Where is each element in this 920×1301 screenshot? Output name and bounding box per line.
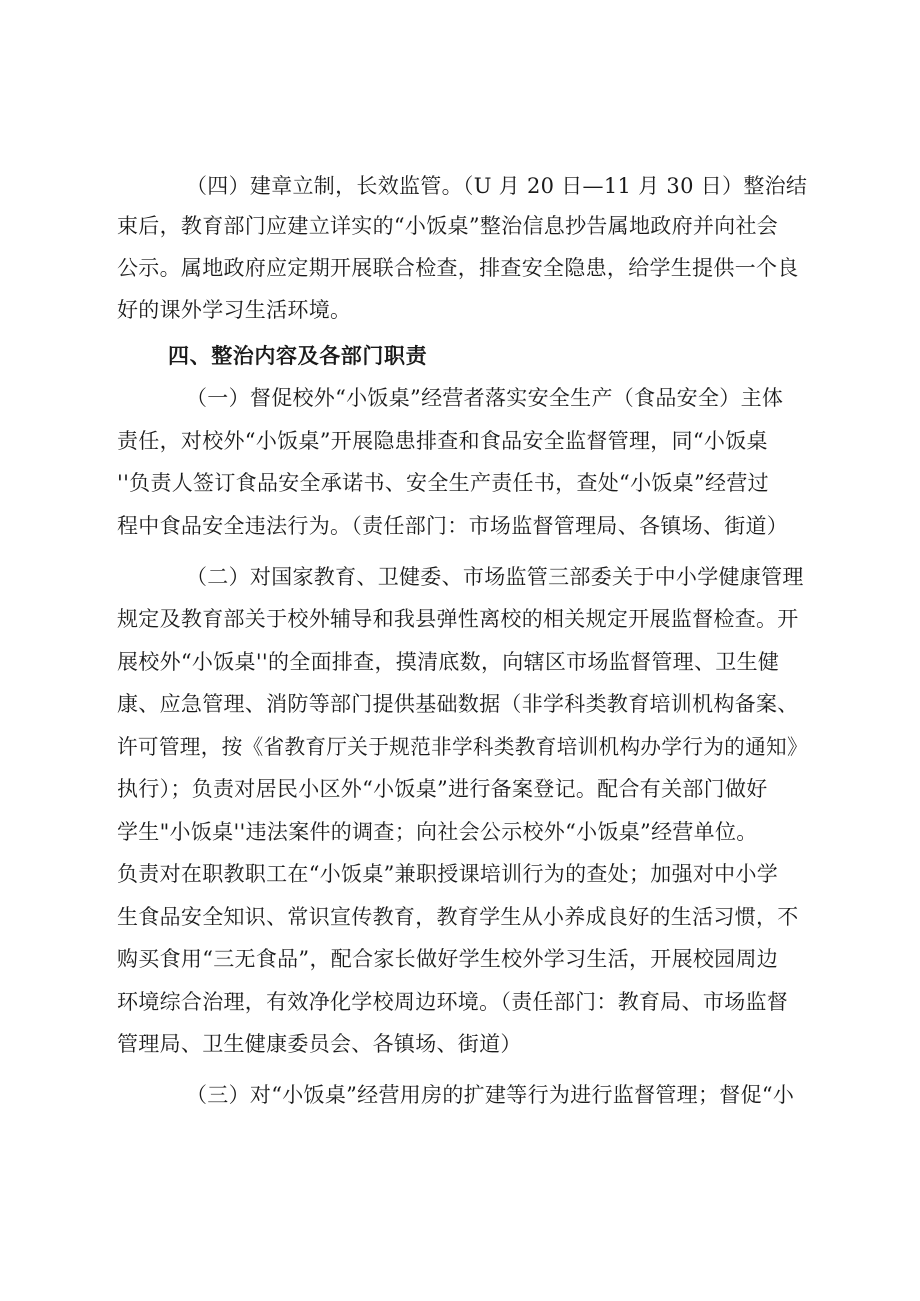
item-1-line-2: 责任，对校外“小饭桌”开展隐患排查和食品安全监督管理，同“小饭桌 — [117, 429, 768, 453]
item-2-line-1: （二）对国家教育、卫健委、市场监管三部委关于中小学健康管理 — [186, 565, 804, 589]
item-2-line-11: 环境综合治理，有效净化学校周边环境。（责任部门：教育局、市场监督 — [117, 990, 789, 1014]
item-2-line-5: 许可管理，按《省教育厅关于规范非学科类教育培训机构办学行为的通知》 — [117, 735, 808, 759]
item-2-line-6: 执行）；负责对居民小区外“小饭桌”进行备案登记。配合有关部门做好 — [117, 777, 768, 801]
para-4-line-3: 公示。属地政府应定期开展联合检查，排查安全隐患，给学生提供一个良 — [117, 256, 799, 280]
item-1-line-1: （一）督促校外“小饭桌”经营者落实安全生产（食品安全）主体 — [186, 386, 784, 410]
para-4-line-1: （四）建章立制，长效监管。（U 月 20 日—11 月 30 日）整治结 — [186, 174, 808, 198]
item-1-line-3: ''负责人签订食品安全承诺书、安全生产责任书，查处“小饭桌”经营过 — [117, 471, 769, 495]
item-2-line-7: 学生"小饭桌''违法案件的调查；向社会公示校外“小饭桌”经营单位。 — [117, 820, 758, 844]
item-2-line-4: 康、应急管理、消防等部门提供基础数据（非学科类教育培训机构备案、 — [117, 692, 799, 716]
item-2-line-3: 展校外“小饭桌''的全面排查，摸清底数，向辖区市场监督管理、卫生健 — [117, 650, 780, 674]
item-2-line-12: 管理局、卫生健康委员会、各镇场、街道） — [117, 1032, 522, 1056]
para-4-line-2: 束后，教育部门应建立详实的“小饭桌”整治信息抄告属地政府并向社会 — [117, 214, 779, 238]
item-2-line-8: 负责对在职教职工在“小饭桌”兼职授课培训行为的查处；加强对中小学 — [117, 862, 779, 886]
item-1-line-4: 程中食品安全违法行为。（责任部门：市场监督管理局、各镇场、街道） — [117, 514, 789, 538]
item-2-line-2: 规定及教育部关于校外辅导和我县弹性离校的相关规定开展监督检查。开 — [117, 607, 799, 631]
para-4-line-4: 好的课外学习生活环境。 — [117, 298, 352, 322]
item-2-line-9: 生食品安全知识、常识宣传教育，教育学生从小养成良好的生活习惯，不 — [117, 905, 799, 929]
item-3-line-1: （三）对“小饭桌”经营用房的扩建等行为进行监督管理；督促“小 — [186, 1083, 795, 1107]
item-2-line-10: 购买食用“三无食品”，配合家长做好学生校外学习生活，开展校园周边 — [117, 947, 779, 971]
section-heading: 四、整治内容及各部门职责 — [168, 344, 428, 368]
